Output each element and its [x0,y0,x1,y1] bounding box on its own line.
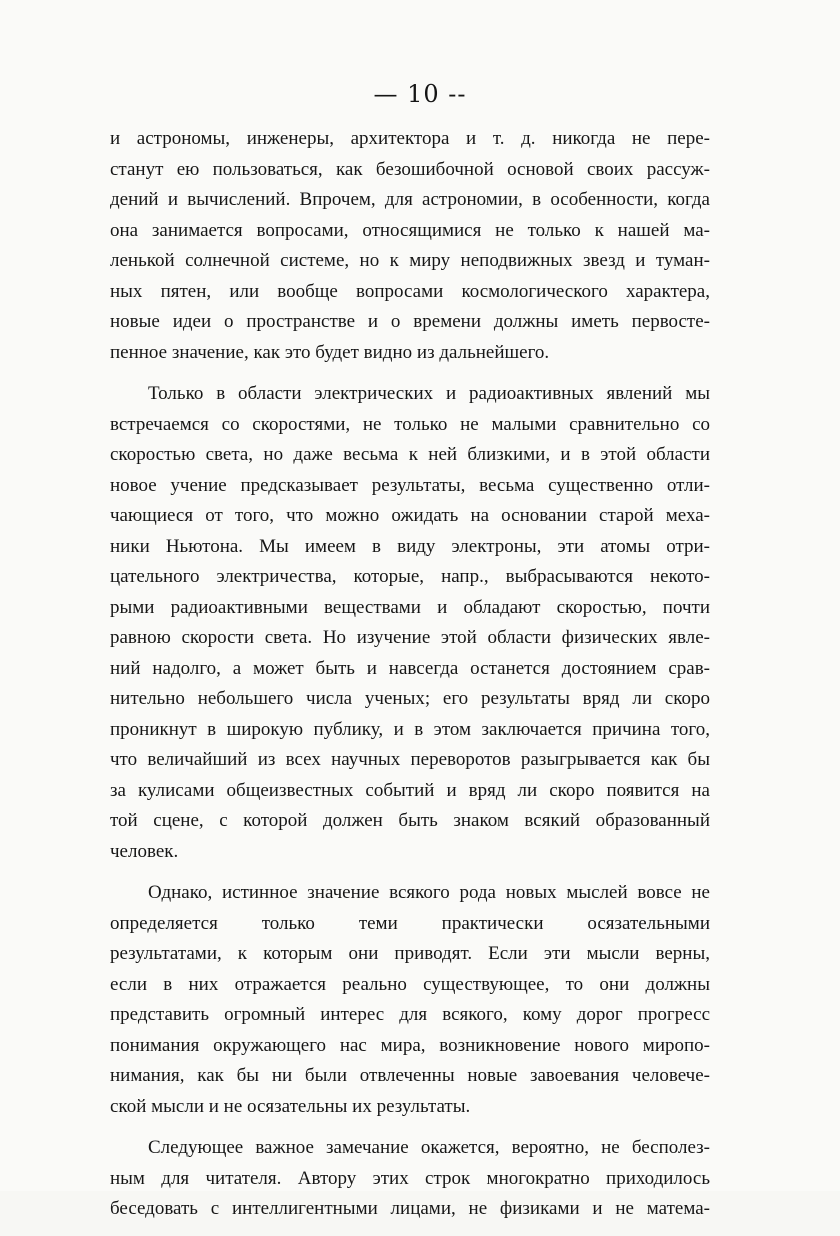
text-line: результатами, к которым они приводят. Если эти мысли верны, [110,943,710,964]
text-line: нимания, как бы ни были отвлеченны новые завоевания человече- [110,1065,710,1086]
text-line: ных пятен, или вообще вопросами космологического характера, [110,280,710,302]
body-text [110,124,710,1236]
text-line: той сцене, с которой должен быть знаком всякий образованный [110,810,710,831]
text-line: проникнут в широкую публику, и в этом заключается причина того, [110,718,710,740]
text-line: она занимается вопросами, относящимися не только к нашей ма- [110,219,710,241]
text-line: ленькой солнечной системе, но к миру неподвижных звезд и туман- [110,250,710,271]
paragraph-3 [110,878,710,1122]
text-line: нительно небольшего числа ученых; его результаты вряд ли скоро [110,688,710,709]
text-line: ской мысли и не осязательны их результаты. [110,1095,471,1117]
text-line: беседовать с интеллигентными лицами, не физиками и не матема- [110,1198,710,1219]
text-line: цательного электричества, которые, напр., выбрасываются некото- [110,566,710,587]
paragraph-2 [110,379,710,867]
text-line: встречаемся со скоростями, не только не малыми сравнительно со [110,413,710,435]
text-line: человек. [110,840,179,862]
text-line: что величайший из всех научных переворотов разыгрывается как бы [110,749,710,770]
text-line: Только в области электрических и радиоактивных явлений мы [148,383,710,404]
text-line: пенное значение, как это будет видно из дальнейшего. [110,341,550,363]
text-line: если в них отражается реально существующее, то они должны [110,973,710,995]
text-line: за кулисами общеизвестных событий и вряд ли скоро появится на [110,779,710,801]
text-line: равною скорости света. Но изучение этой области физических явле- [110,627,710,648]
text-line: Следующее важное замечание окажется, вероятно, не бесполез- [148,1137,710,1158]
text-line: чающиеся от того, что можно ожидать на основании старой меха- [110,505,710,526]
text-line: дений и вычислений. Впрочем, для астрономии, в особенности, когда [110,189,710,210]
text-line: скоростью света, но даже весьма к ней близкими, и в этой области [110,444,710,465]
text-line: новое учение предсказывает результаты, весьма существенно отли- [110,474,710,496]
text-line: ники Ньютона. Мы имеем в виду электроны, эти атомы отри- [110,535,710,557]
page-number: — 10 -- [373,80,467,108]
text-line: станут ею пользоваться, как безошибочной основой своих рассуж- [110,158,710,180]
text-line: ным для читателя. Автору этих строк многократно приходилось [110,1167,710,1189]
text-line: новые идеи о пространстве и о времени должны иметь первосте- [110,311,710,332]
text-line: рыми радиоактивными веществами и обладают скоростью, почти [110,596,710,618]
paragraph-4 [110,1133,710,1225]
text-line: определяется только теми практически осязательными [110,912,710,934]
text-line: представить огромный интерес для всякого, кому дорог прогресс [110,1004,710,1025]
text-line: Однако, истинное значение всякого рода новых мыслей вовсе не [148,882,710,903]
text-line: понимания окружающего нас мира, возникновение нового миропо- [110,1034,710,1056]
text-line: и астрономы, инженеры, архитектора и т. д. никогда не пере- [110,128,710,149]
text-line: ний надолго, а может быть и навсегда останется достоянием срав- [110,657,710,679]
paragraph-1 [110,124,710,368]
